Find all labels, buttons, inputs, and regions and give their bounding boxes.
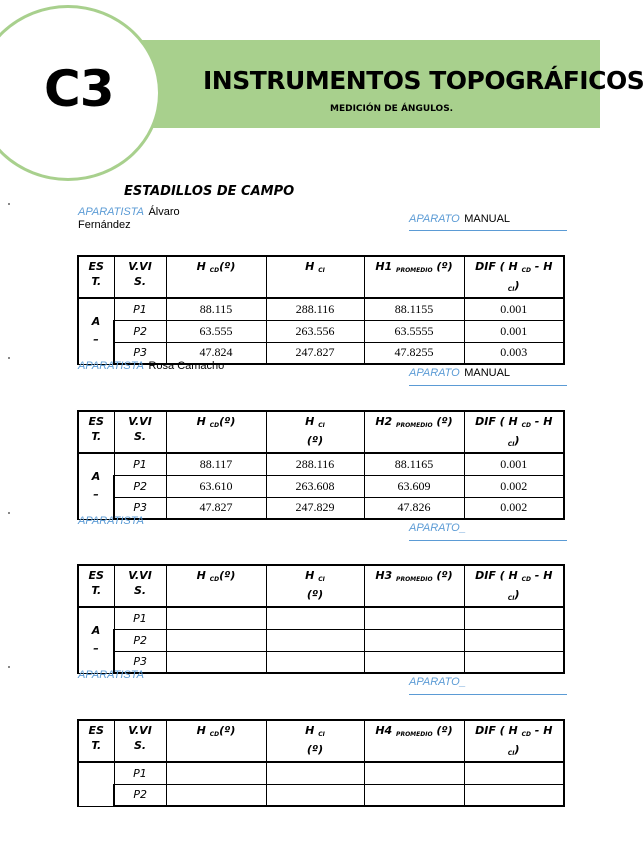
aparato-label: APARATO_ [409, 676, 466, 688]
promedio-cell [364, 651, 464, 673]
dif-cell [464, 762, 564, 784]
promedio-cell [364, 607, 464, 629]
field-table-2 [77, 410, 565, 520]
hcd-cell: 47.827 [166, 497, 266, 519]
hcd-cell [166, 607, 266, 629]
operator-name: Rosa Camacho [148, 360, 225, 372]
promedio-cell: 88.1165 [364, 453, 464, 475]
header-hci: H $_{CI}$ (º) [266, 565, 364, 607]
header-promedio: H1 $_{PROMEDIO}$ (º) [364, 256, 464, 298]
promedio-cell: 47.826 [364, 497, 464, 519]
hcd-cell [166, 651, 266, 673]
aparatista-label: APARATISTA [78, 360, 145, 372]
dif-cell: 0.001 [464, 298, 564, 320]
aparato-label: APARATO [409, 213, 460, 225]
hci-cell [266, 762, 364, 784]
hcd-cell: 63.610 [166, 475, 266, 497]
promedio-cell: 63.5555 [364, 320, 464, 342]
hci-cell: 247.827 [266, 342, 364, 364]
dif-cell: 0.003 [464, 342, 564, 364]
hci-cell: 263.608 [266, 475, 364, 497]
header-est: ES T. [78, 565, 114, 607]
device-underline [409, 230, 567, 231]
point-cell: P1 [114, 453, 166, 475]
device-line-4 [409, 672, 466, 690]
dif-cell [464, 629, 564, 651]
header-vis: V.VI S. [114, 720, 166, 762]
station-cell: A – [78, 298, 114, 364]
header-vis: V.VI S. [114, 411, 166, 453]
margin-dot [8, 666, 10, 668]
header-hcd: H $_{CD}$(º) [166, 720, 266, 762]
dif-cell: 0.001 [464, 320, 564, 342]
hcd-cell [166, 762, 266, 784]
header-hci: H $_{CI}$ (º) [266, 720, 364, 762]
chapter-number: C3 [44, 60, 114, 118]
aparatista-label: APARATISTA [78, 206, 145, 218]
field-table-1 [77, 255, 565, 365]
device-value: MANUAL [464, 367, 511, 379]
device-underline [409, 540, 567, 541]
hci-cell: 263.556 [266, 320, 364, 342]
section-title: ESTADILLOS DE CAMPO [124, 184, 295, 199]
header-vis: V.VI S. [114, 565, 166, 607]
header-promedio: H2 $_{PROMEDIO}$ (º) [364, 411, 464, 453]
page-title: INSTRUMENTOS TOPOGRÁFICOS [203, 66, 644, 95]
hci-cell: 247.829 [266, 497, 364, 519]
hcd-cell: 47.824 [166, 342, 266, 364]
hci-cell [266, 629, 364, 651]
hcd-cell [166, 784, 266, 806]
operator-line-2 [78, 359, 224, 372]
hcd-cell: 88.115 [166, 298, 266, 320]
hcd-cell [166, 629, 266, 651]
point-cell: P2 [114, 784, 166, 806]
aparato-label: APARATO_ [409, 522, 466, 534]
header-est: ES T. [78, 256, 114, 298]
dif-cell [464, 784, 564, 806]
device-value: MANUAL [464, 213, 511, 225]
point-cell: P1 [114, 762, 166, 784]
header-est: ES T. [78, 411, 114, 453]
dif-cell [464, 607, 564, 629]
hci-cell [266, 607, 364, 629]
header-dif: DIF ( H $_{CD}$ - H $_{CI}$) [464, 565, 564, 607]
header-hcd: H $_{CD}$(º) [166, 256, 266, 298]
hcd-cell: 63.555 [166, 320, 266, 342]
promedio-cell: 88.1155 [364, 298, 464, 320]
point-cell: P1 [114, 607, 166, 629]
promedio-cell [364, 784, 464, 806]
point-cell: P2 [114, 629, 166, 651]
point-cell: P1 [114, 298, 166, 320]
aparatista-label: APARATISTA [78, 669, 145, 681]
point-cell: P2 [114, 475, 166, 497]
dif-cell: 0.002 [464, 497, 564, 519]
header-hci: H $_{CI}$ (º) [266, 411, 364, 453]
margin-dot [8, 512, 10, 514]
hcd-cell: 88.117 [166, 453, 266, 475]
hci-cell: 288.116 [266, 453, 364, 475]
header-dif: DIF ( H $_{CD}$ - H $_{CI}$) [464, 411, 564, 453]
promedio-cell [364, 629, 464, 651]
device-line-3 [409, 518, 466, 536]
margin-dot [8, 357, 10, 359]
station-cell [78, 762, 114, 806]
margin-dot [8, 203, 10, 205]
page-subtitle: MEDICIÓN DE ÁNGULOS. [330, 104, 454, 114]
hci-cell [266, 651, 364, 673]
device-line-1 [409, 209, 510, 227]
operator-name: Álvaro [148, 206, 180, 218]
header-promedio: H4 $_{PROMEDIO}$ (º) [364, 720, 464, 762]
header-dif: DIF ( H $_{CD}$ - H $_{CI}$) [464, 720, 564, 762]
operator-line-1 [78, 205, 180, 231]
dif-cell: 0.001 [464, 453, 564, 475]
header-hcd: H $_{CD}$(º) [166, 411, 266, 453]
field-table-4 [77, 719, 565, 807]
aparatista-label: APARATISTA [78, 515, 145, 527]
header-hcd: H $_{CD}$(º) [166, 565, 266, 607]
promedio-cell [364, 762, 464, 784]
device-underline [409, 694, 567, 695]
promedio-cell: 47.8255 [364, 342, 464, 364]
operator-line-4 [78, 668, 144, 681]
header-dif: DIF ( H $_{CD}$ - H $_{CI}$) [464, 256, 564, 298]
operator-line-3 [78, 514, 144, 527]
point-cell: P3 [114, 342, 166, 364]
point-cell: P3 [114, 651, 166, 673]
station-cell: A – [78, 607, 114, 673]
header-est: ES T. [78, 720, 114, 762]
operator-name-cont: Fernández [78, 219, 131, 231]
aparato-label: APARATO [409, 367, 460, 379]
field-table-3 [77, 564, 565, 674]
dif-cell [464, 651, 564, 673]
point-cell: P2 [114, 320, 166, 342]
device-underline [409, 385, 567, 386]
header-promedio: H3 $_{PROMEDIO}$ (º) [364, 565, 464, 607]
device-line-2 [409, 363, 510, 381]
hci-cell [266, 784, 364, 806]
point-cell: P3 [114, 497, 166, 519]
promedio-cell: 63.609 [364, 475, 464, 497]
station-cell: A – [78, 453, 114, 519]
header-hci: H $_{CI}$ [266, 256, 364, 298]
dif-cell: 0.002 [464, 475, 564, 497]
header-vis: V.VI S. [114, 256, 166, 298]
hci-cell: 288.116 [266, 298, 364, 320]
